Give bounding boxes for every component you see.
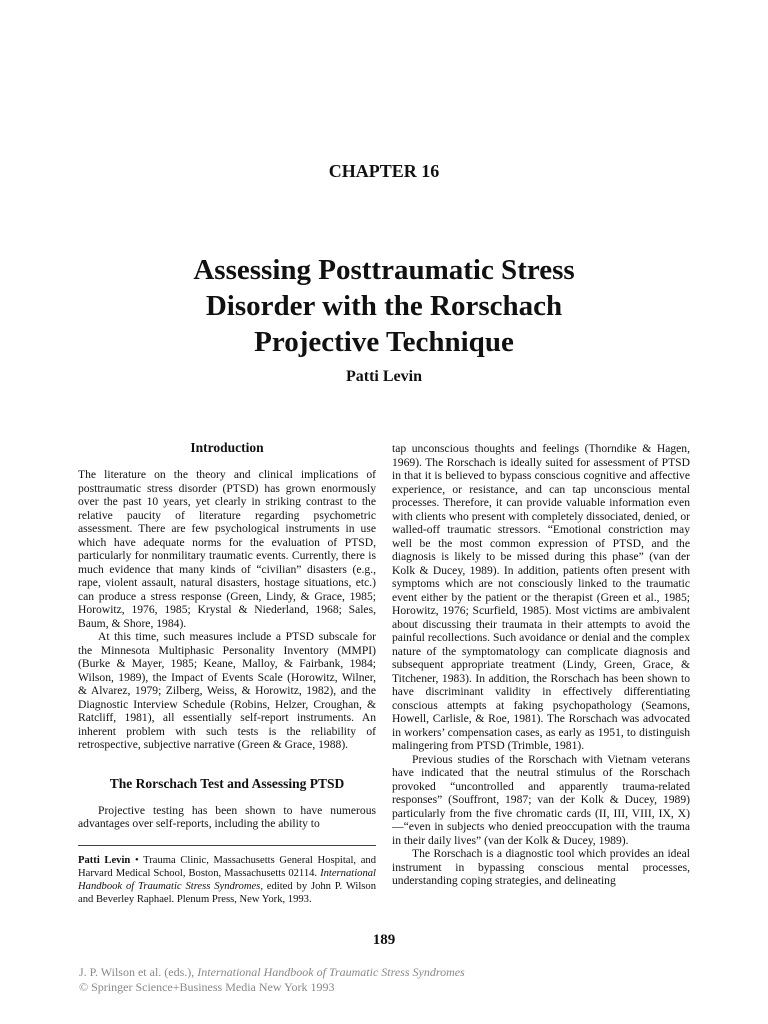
rorschach-paragraph-1: Projective testing has been shown to have numerous advantages over self-reports, including the ability to bbox=[78, 803, 376, 830]
footnote-edited: , edited by John P. Wilson and Beverley Raphael. Plenum Press, New York, 1993. bbox=[78, 880, 377, 905]
page-number: 189 bbox=[372, 932, 396, 948]
footnote-author: Patti Levin bbox=[78, 854, 131, 866]
credit-line-2: © Springer Science+Business Media New York 1993 bbox=[79, 980, 335, 994]
right-paragraph-2: Previous studies of the Rorschach with Vietnam veterans have indicated that the neutral stimulus of the Rorschach provoked “uncontrolled and apparently trauma-related responses” (Souffront, 1987; van der Kolk & Ducey, 1989) particularly from the five chromatic cards (II, III, VIII, IX, X)—“even in subjects who denied preoccupation with the trauma in their daily lives” (van der Kolk & Ducey, 1989). bbox=[392, 752, 690, 847]
citation-credit bbox=[79, 965, 465, 995]
right-paragraph-3: The Rorschach is a diagnostic tool which provides an ideal instrument in bypassing conscious mental processes, understanding coping strategies, and delineating bbox=[392, 847, 690, 887]
intro-paragraph-1: The literature on the theory and clinical implications of posttraumatic stress disorder (PTSD) has grown enormously over the past 10 years, yet clearly in striking contrast to the relative paucity of literature regarding psychometric assessment. There are few psychological instruments in use which have adequate norms for the evaluation of PTSD, particularly for nonmilitary traumatic events. Currently, there is much evidence that many kinds of “civilian” disasters (e.g., rape, violent assault, natural disasters, hostage situations, etc.) can produce a stress response (Green, Lindy, & Grace, 1985; Horowitz, 1976, 1985; Krystal & Niederland, 1968; Sales, Baum, & Shore, 1984). bbox=[78, 468, 376, 630]
rorschach-heading: The Rorschach Test and Assessing PTSD bbox=[109, 775, 345, 791]
left-column bbox=[78, 440, 376, 906]
right-column bbox=[392, 442, 690, 888]
title-line-1: Assessing Posttraumatic Stress bbox=[193, 254, 575, 286]
footnote-book-title: International Handbook of Traumatic Stress Syndromes bbox=[78, 867, 376, 892]
footnote-affiliation: Trauma Clinic, Massachusetts General Hospital, and Harvard Medical School, Boston, Massachusetts 02114. bbox=[78, 854, 376, 879]
author-footnote bbox=[78, 845, 376, 906]
chapter-title bbox=[100, 252, 668, 360]
author-name: Patti Levin bbox=[346, 368, 422, 385]
credit-editors: J. P. Wilson et al. (eds.), bbox=[79, 965, 198, 979]
chapter-label: CHAPTER 16 bbox=[328, 161, 440, 181]
title-line-3: Projective Technique bbox=[254, 326, 514, 358]
footnote-bullet: • bbox=[134, 854, 139, 866]
credit-line-1 bbox=[79, 965, 465, 980]
intro-paragraph-2: At this time, such measures include a PTSD subscale for the Minnesota Multiphasic Personality Inventory (MMPI) (Burke & Mayer, 1985; Keane, Malloy, & Fairbank, 1984; Wilson, 1989), the Impact of Events Scale (Horowitz, Wilner, & Alvarez, 1979; Zilberg, Weiss, & Horowitz, 1982), and the Diagnostic Interview Schedule (Robins, Helzer, Croughan, & Ratcliff, 1981), all essentially self-report instruments. An inherent problem with such tests is the reliability of retrospective, subjective narrative (Green & Grace, 1988). bbox=[78, 630, 376, 751]
right-paragraph-1: tap unconscious thoughts and feelings (Thorndike & Hagen, 1969). The Rorschach is ideally suited for assessment of PTSD in that it is believed to bypass conscious cognitive and affective experience, or resistance, and can tap unconscious mental processes. Therefore, it can provide valuable information even with clients who present with completely dissociated, denied, or walled-off traumatic stressors. “Emotional constriction may well be the most common expression of PTSD, and the diagnosis is likely to be missed during this phase” (van der Kolk & Ducey, 1989). In addition, patients often present with symptoms which are not consciously linked to the traumatic event either by the patient or the therapist (Green et al., 1985; Horowitz, 1976; Scurfield, 1985). Most victims are ambivalent about discussing their traumata in their attempts to avoid the painful recollections. Such avoidance or denial and the complex nature of the symptomatology can complicate diagnosis and subsequent appropriate treatment (Lindy, Green, Grace, & Titchener, 1983). In addition, the Rorschach has been shown to have discriminant validity in effectively differentiating conscious attempts at faking psychopathology (Seamons, Howell, Carlisle, & Roe, 1981). The Rorschach was advocated in workers’ compensation cases, as early as 1951, to distinguish malingering from PTSD (Trimble, 1981). bbox=[392, 442, 690, 752]
title-line-2: Disorder with the Rorschach bbox=[205, 290, 563, 322]
introduction-heading: Introduction bbox=[190, 440, 264, 455]
credit-book-title: International Handbook of Traumatic Stress Syndromes bbox=[197, 965, 465, 979]
